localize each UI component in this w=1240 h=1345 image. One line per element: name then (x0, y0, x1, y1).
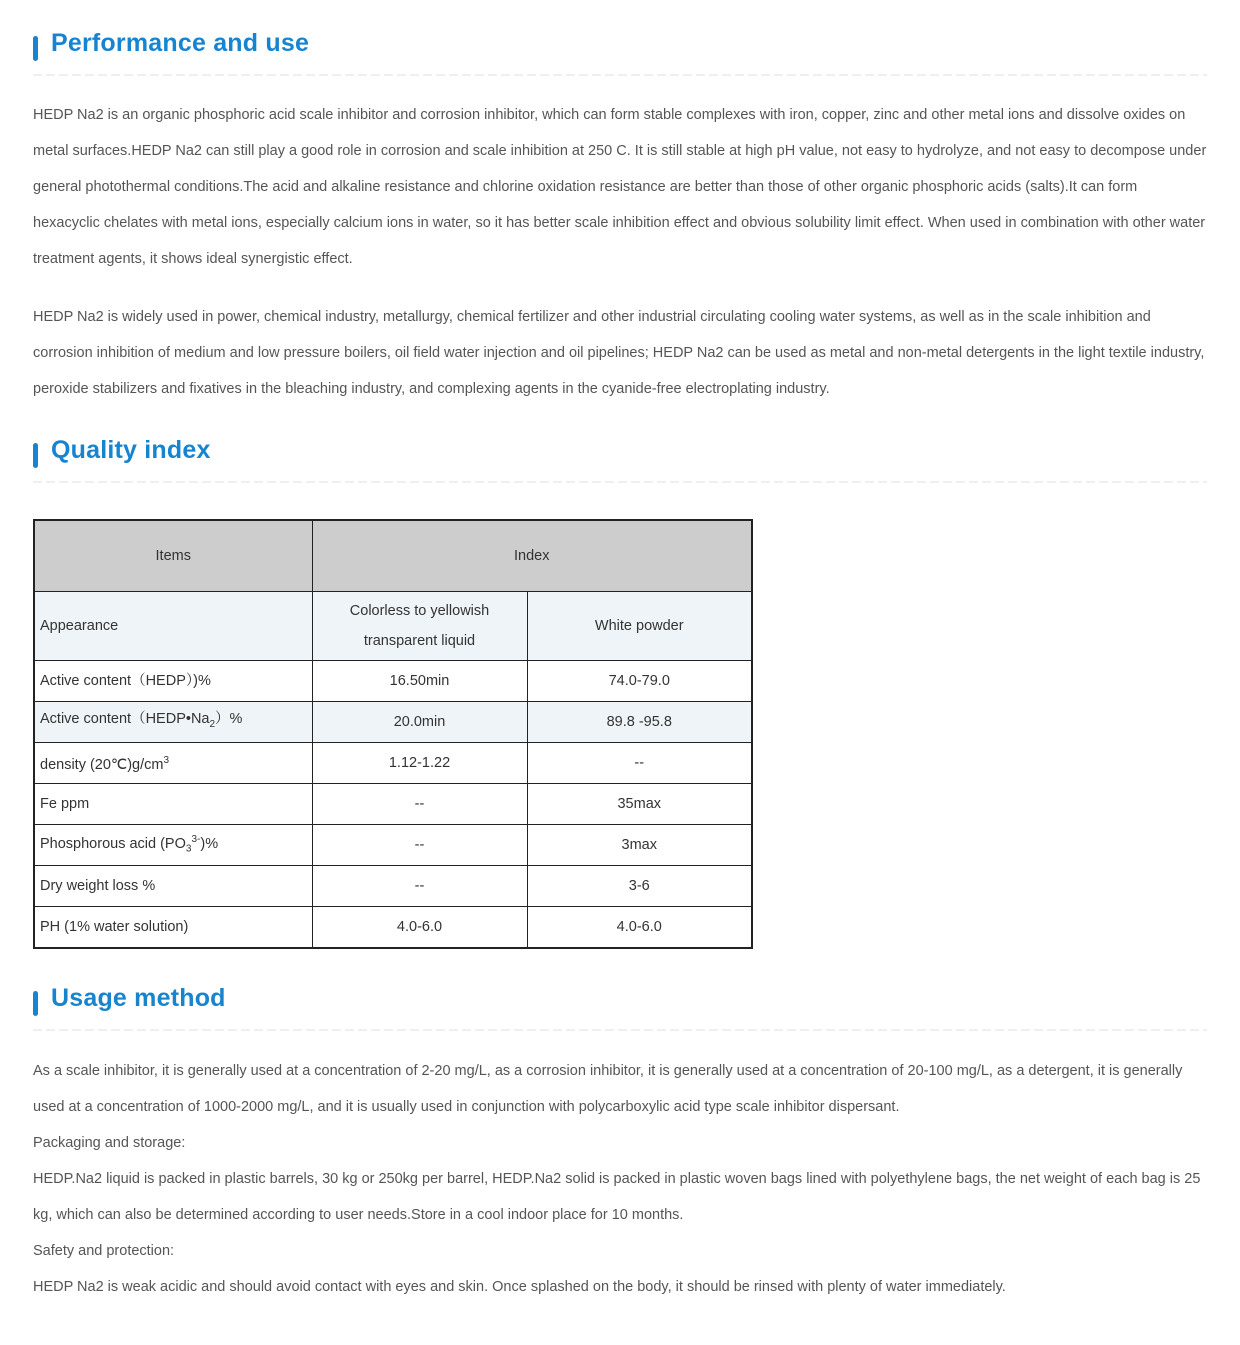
table-row (34, 825, 752, 866)
cell-index-solid: White powder (527, 592, 752, 661)
table-row (34, 702, 752, 743)
cell-index-liquid: -- (312, 825, 527, 866)
table-row (34, 661, 752, 702)
column-header-items: Items (34, 520, 312, 592)
table-body (34, 592, 752, 949)
cell-item: Dry weight loss % (34, 866, 312, 907)
cell-index-liquid: -- (312, 784, 527, 825)
cell-item: Active $content(HEDP•Na_2)\%$ (34, 702, 312, 743)
cell-item: Active content（HEDP）)% (34, 661, 312, 702)
performance-body (33, 76, 1207, 407)
accent-bar-icon (33, 36, 38, 61)
section-header-quality (33, 407, 1207, 483)
cell-item: Appearance (34, 592, 312, 661)
page-title-quality: Quality index (51, 436, 211, 464)
table-row (34, 743, 752, 784)
cell-index-solid: 3-6 (527, 866, 752, 907)
packaging-label: Packaging and storage: (33, 1135, 186, 1151)
packaging-text: HEDP.Na2 liquid is packed in plastic barrels, 30 kg or 250kg per barrel, HEDP.Na2 solid is packed in plastic woven bags lined with polyethylene bags, the net weight of each bag is 25 kg, which can also be determined according to user needs.Store in a cool indoor place for 10 months. (33, 1171, 1201, 1223)
cell-index-solid: 35max (527, 784, 752, 825)
table-row (34, 592, 752, 661)
cell-item: density $(20℃)g/cm^3$ (34, 743, 312, 784)
cell-index-liquid: Colorless to yellowish transparent liquid (312, 592, 527, 661)
divider-performance (33, 74, 1207, 76)
performance-paragraph-1: HEDP Na2 is an organic phosphoric acid scale inhibitor and corrosion inhibitor, which can form stable complexes with iron, copper, zinc and other metal ions and dissolve oxides on metal surfaces.HEDP Na2 can still play a good role in corrosion and scale inhibition at 250 C. It is still stable at high pH value, not easy to hydrolyze, and not easy to decompose under general photothermal conditions.The acid and alkaline resistance and chlorine oxidation resistance are better than those of other organic phosphoric acids (salts).It can form hexacyclic chelates with metal ions, especially calcium ions in water, so it has better scale inhibition effect and obvious solubility limit effect. When used in combination with other water treatment agents, it shows ideal synergistic effect. (33, 107, 1207, 267)
cell-index-liquid: -- (312, 866, 527, 907)
quality-table-wrapper (33, 483, 1207, 955)
cell-item: Fe ppm (34, 784, 312, 825)
usage-concentration-text: As a scale inhibitor, it is generally used at a concentration of 2-20 mg/L, as a corrosion inhibitor, it is generally used at a concentration of 20-100 mg/L, as a detergent, it is generally used at a concentration of 1000-2000 mg/L, and it is usually used in conjunction with polycarboxylic acid type scale inhibitor dispersant. (33, 1063, 1183, 1115)
divider-usage (33, 1029, 1207, 1031)
cell-index-solid: 89.8 -95.8 (527, 702, 752, 743)
accent-bar-icon (33, 991, 38, 1016)
table-row (34, 907, 752, 949)
performance-paragraph-2: HEDP Na2 is widely used in power, chemical industry, metallurgy, chemical fertilizer and other industrial circulating cooling water systems, as well as in the scale inhibition and corrosion inhibition of medium and low pressure boilers, oil field water injection and oil pipelines; HEDP Na2 can be used as metal and non-metal detergents in the light textile industry, peroxide stabilizers and fixatives in the bleaching industry, and complexing agents in the cyanide-free electroplating industry. (33, 309, 1205, 397)
safety-text: HEDP Na2 is weak acidic and should avoid contact with eyes and skin. Once splashed on the body, it should be rinsed with plenty of water immediately. (33, 1279, 1006, 1295)
section-header-performance (33, 0, 1207, 76)
divider-quality (33, 481, 1207, 483)
cell-index-liquid: 1.12-1.22 (312, 743, 527, 784)
cell-index-solid: 3max (527, 825, 752, 866)
cell-index-solid: 74.0-79.0 (527, 661, 752, 702)
table-row (34, 784, 752, 825)
safety-label: Safety and protection: (33, 1243, 175, 1259)
page-title-performance: Performance and use (51, 29, 310, 57)
column-header-index: Index (312, 520, 752, 592)
usage-body (33, 1031, 1207, 1305)
page-title-usage: Usage method (51, 984, 226, 1012)
cell-item: Phosphorous acid $(PO_3^{3-})\%$ (34, 825, 312, 866)
table-header (34, 520, 752, 592)
table-header-row (34, 520, 752, 592)
cell-item: PH (1% water solution) (34, 907, 312, 949)
cell-index-liquid: 16.50min (312, 661, 527, 702)
cell-index-solid: -- (527, 743, 752, 784)
cell-index-solid: 4.0-6.0 (527, 907, 752, 949)
section-header-usage (33, 955, 1207, 1031)
paragraph-spacer (33, 277, 1207, 299)
quality-index-table (33, 519, 753, 949)
cell-index-liquid: 4.0-6.0 (312, 907, 527, 949)
accent-bar-icon (33, 443, 38, 468)
cell-index-liquid: 20.0min (312, 702, 527, 743)
table-row (34, 866, 752, 907)
